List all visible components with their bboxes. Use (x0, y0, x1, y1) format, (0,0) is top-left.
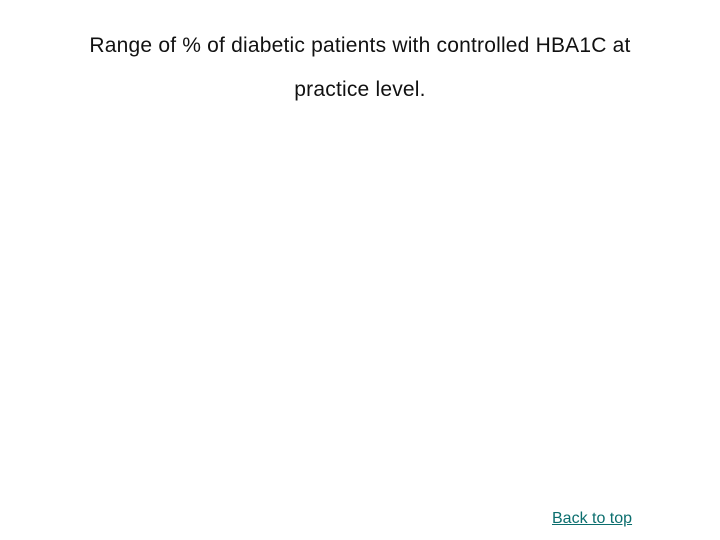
page-title-line-1: Range of % of diabetic patients with controlled HBA1C at (89, 34, 631, 57)
page-title-line-2: practice level. (294, 78, 426, 101)
page-title (0, 28, 720, 108)
back-to-top-link[interactable]: Back to top (552, 510, 633, 527)
